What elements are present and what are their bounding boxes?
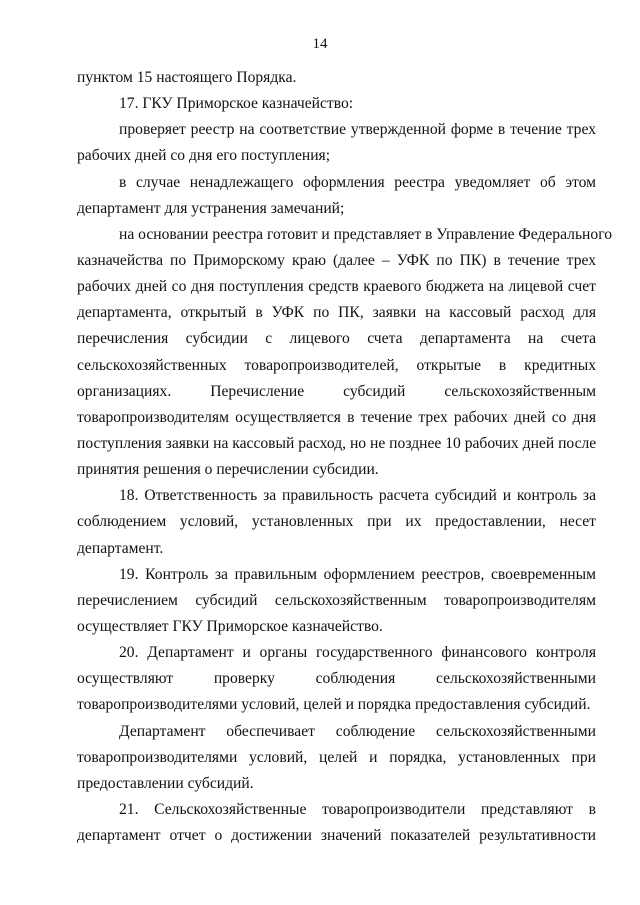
text-line: осуществляет ГКУ Приморское казначейство.	[77, 617, 383, 635]
text-line: товаропроизводителям осуществляется в течение трех рабочих дней со дня	[77, 408, 596, 426]
text-line: департамента, открытый в УФК по ПК, заявки на кассовый расход для	[77, 304, 596, 322]
text-line: Департамент обеспечивает соблюдение сельскохозяйственными	[119, 722, 596, 740]
text-line: осуществляют проверку соблюдения сельскохозяйственными	[77, 670, 596, 688]
text-line: департамент.	[77, 539, 164, 557]
text-line: на основании реестра готовит и представляет в Управление Федерального	[119, 225, 612, 243]
text-line: предоставлении субсидий.	[77, 774, 254, 792]
document-body	[77, 65, 612, 849]
text-line: департамент для устранения замечаний;	[77, 199, 345, 217]
text-line: перечислением субсидий сельскохозяйственным товаропроизводителям	[77, 591, 596, 609]
text-line: принятия решения о перечислении субсидии.	[77, 461, 379, 479]
text-line: рабочих дней со дня поступления средств краевого бюджета на лицевой счет	[77, 278, 596, 296]
text-line: департамент отчет о достижении значений показателей результативности	[77, 827, 596, 845]
text-line: пунктом 15 настоящего Порядка.	[77, 69, 297, 86]
text-line: 20. Департамент и органы государственного финансового контроля	[119, 644, 596, 662]
text-line: организациях. Перечисление субсидий сельскохозяйственным	[77, 382, 596, 400]
text-line: в случае ненадлежащего оформления реестра уведомляет об этом	[119, 173, 596, 191]
text-line: казначейства по Приморскому краю (далее – УФК по ПК) в течение трех	[77, 251, 596, 269]
text-line: перечисления субсидии с лицевого счета департамента на счета	[77, 330, 596, 348]
text-line: товаропроизводителями условий, целей и порядка предоставления субсидий.	[77, 696, 591, 714]
text-line: 19. Контроль за правильным оформлением реестров, своевременным	[119, 565, 596, 583]
text-line: товаропроизводителями условий, целей и порядка, установленных при	[77, 748, 596, 766]
text-line: сельскохозяйственных товаропроизводителей, открытые в кредитных	[77, 356, 596, 374]
text-line: поступления заявки на кассовый расход, но не позднее 10 рабочих дней после	[77, 434, 597, 452]
text-line: 21. Сельскохозяйственные товаропроизводители представляют в	[119, 800, 596, 818]
text-line: соблюдением условий, установленных при их предоставлении, несет	[77, 513, 596, 531]
text-line: проверяет реестр на соответствие утвержденной форме в течение трех	[119, 121, 596, 139]
text-line: 18. Ответственность за правильность расчета субсидий и контроль за	[119, 487, 596, 505]
text-line: рабочих дней со дня его поступления;	[77, 147, 331, 165]
text-line: 17. ГКУ Приморское казначейство:	[119, 95, 354, 113]
page-number: 14	[312, 36, 328, 52]
